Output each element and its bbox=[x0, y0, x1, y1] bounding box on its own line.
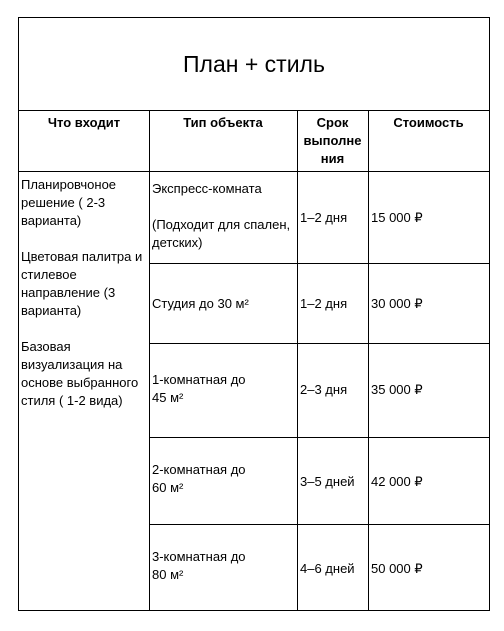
row-price: 35 000 ₽ bbox=[371, 382, 423, 397]
includes-list bbox=[21, 176, 147, 428]
row-object-type: Студия до 30 м² bbox=[152, 296, 249, 311]
pricing-table bbox=[18, 17, 490, 611]
table-title: План + стиль bbox=[19, 18, 489, 111]
row-term: 4–6 дней bbox=[300, 561, 355, 576]
header-divider bbox=[19, 171, 489, 172]
row-object-type: 3-комнатная до 80 м² bbox=[152, 549, 246, 582]
header-object-type: Тип объекта bbox=[183, 115, 263, 130]
header-price: Стоимость bbox=[393, 115, 464, 130]
row-object-type bbox=[152, 180, 292, 252]
row-divider bbox=[149, 437, 489, 438]
row-object-type: 1-комнатная до 45 м² bbox=[152, 372, 246, 405]
row-price: 42 000 ₽ bbox=[371, 474, 423, 489]
row-divider bbox=[149, 524, 489, 525]
header-term-line: Срок bbox=[316, 115, 349, 130]
column-divider bbox=[368, 110, 369, 610]
includes-item: Цветовая палитра и стилевое направление (3 варианта) bbox=[21, 249, 143, 318]
column-divider bbox=[297, 110, 298, 610]
includes-item: Базовая визуализация на основе выбранного стиля ( 1-2 вида) bbox=[21, 339, 139, 408]
header-term bbox=[297, 114, 368, 168]
object-type-label: Экспресс-комната bbox=[152, 181, 262, 196]
row-divider bbox=[149, 263, 489, 264]
header-term-line: ния bbox=[320, 151, 345, 166]
row-price: 50 000 ₽ bbox=[371, 561, 423, 576]
header-includes: Что входит bbox=[47, 115, 121, 130]
row-term: 2–3 дня bbox=[300, 382, 348, 397]
row-price: 15 000 ₽ bbox=[371, 210, 423, 225]
row-term: 1–2 дня bbox=[300, 296, 348, 311]
row-price: 30 000 ₽ bbox=[371, 296, 423, 311]
includes-item: Планировчоное решение ( 2-3 варианта) bbox=[21, 177, 117, 228]
row-object-type: 2-комнатная до 60 м² bbox=[152, 462, 246, 495]
row-term: 1–2 дня bbox=[300, 210, 348, 225]
row-divider bbox=[149, 343, 489, 344]
header-term-line: выполне bbox=[303, 133, 362, 148]
object-type-note: (Подходит для спален, детских) bbox=[152, 217, 291, 250]
row-term: 3–5 дней bbox=[300, 474, 355, 489]
column-divider bbox=[149, 110, 150, 610]
